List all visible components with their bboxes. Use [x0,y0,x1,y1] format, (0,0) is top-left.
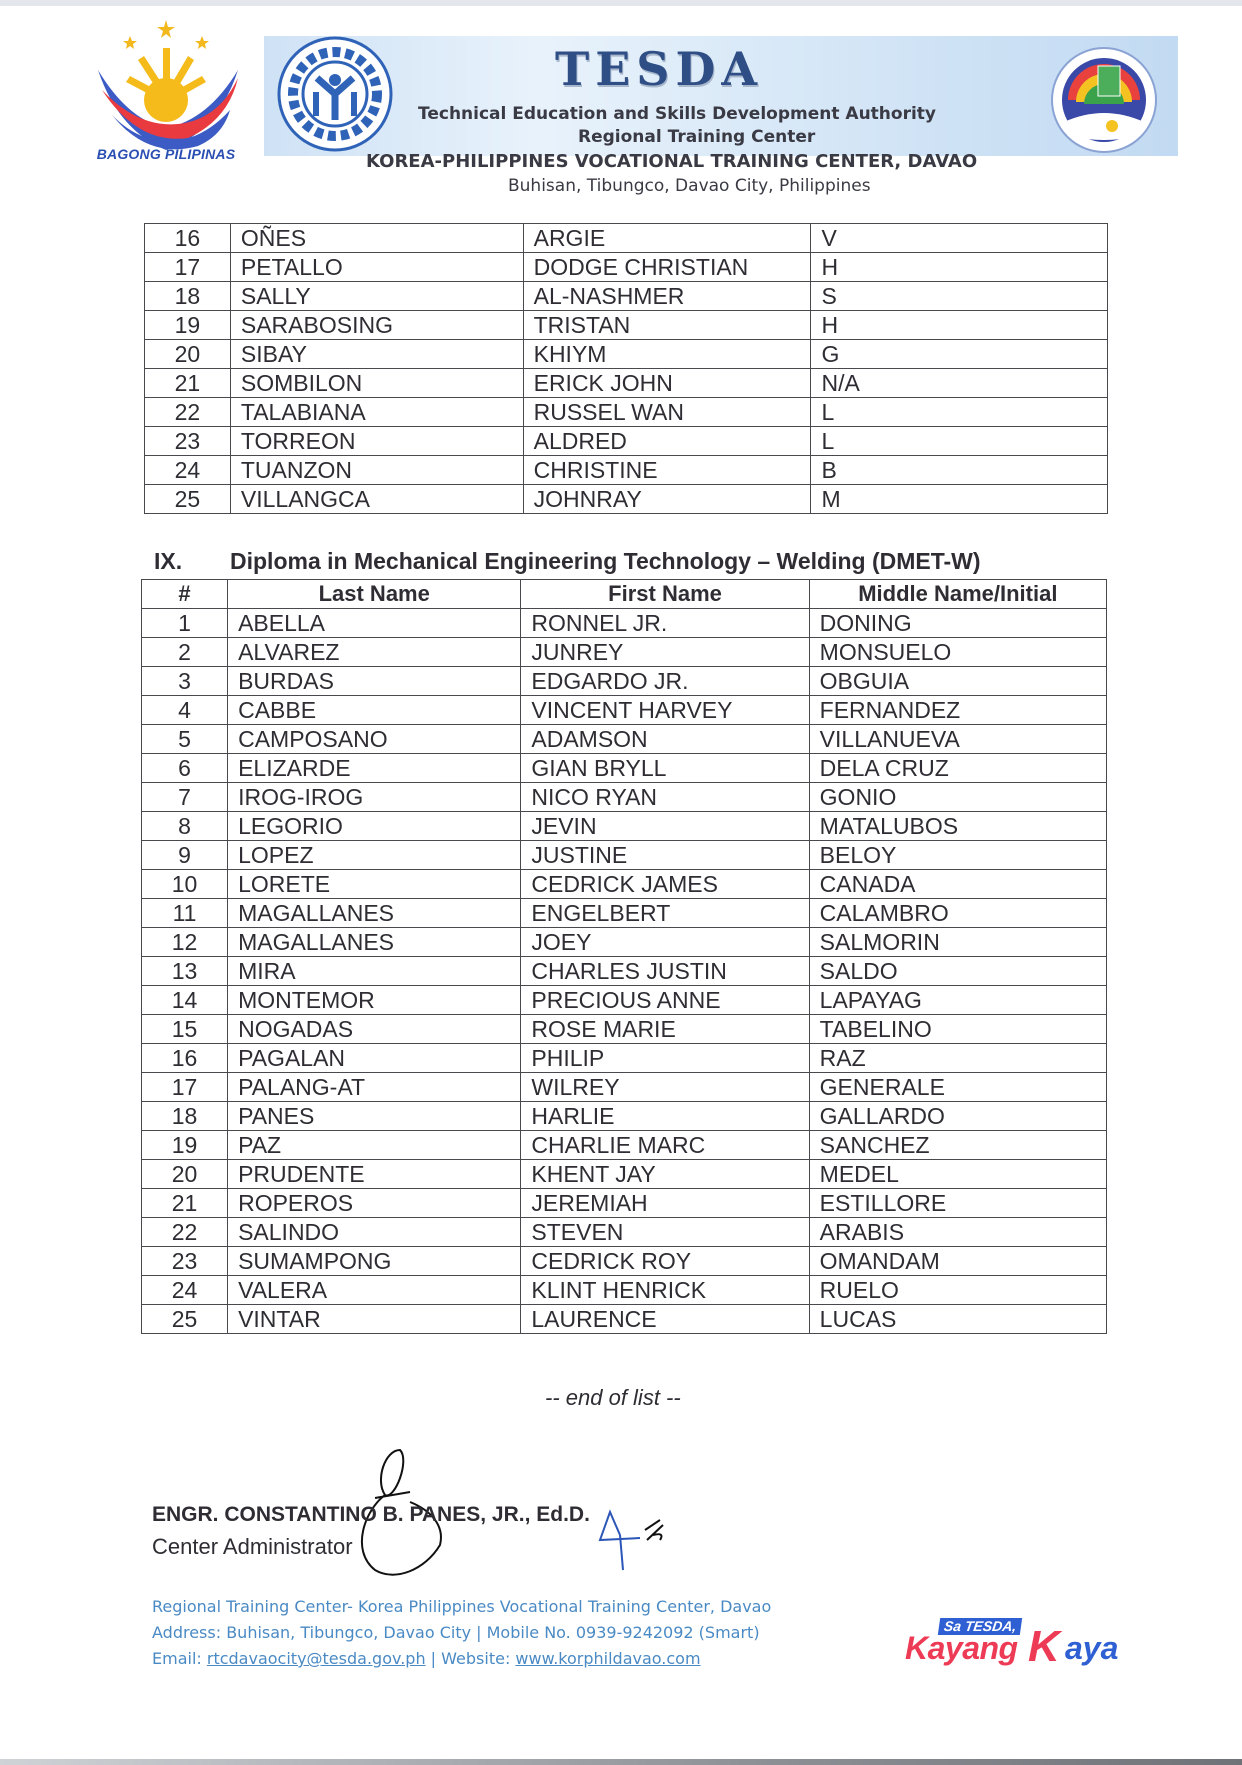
middle-name: B [811,456,1108,485]
last-name: MAGALLANES [228,928,521,957]
table-row [142,1189,1107,1218]
footer-line-address: Address: Buhisan, Tibungco, Davao City | Mobile No. 0939-9242092 (Smart) [152,1623,760,1642]
row-number: 25 [145,485,231,514]
first-name: JOEY [521,928,809,957]
table-row [142,1044,1107,1073]
column-header-number: # [142,580,228,609]
page-edge [0,1759,1242,1765]
table-row [142,1305,1107,1334]
last-name: IROG-IROG [228,783,521,812]
last-name: VILLANGCA [230,485,523,514]
table-row [142,696,1107,725]
row-number: 22 [142,1218,228,1247]
last-name: PANES [228,1102,521,1131]
row-number: 19 [145,311,231,340]
row-number: 23 [142,1247,228,1276]
middle-name: SALDO [809,957,1106,986]
row-number: 25 [142,1305,228,1334]
row-number: 2 [142,638,228,667]
first-name: ARGIE [523,224,811,253]
first-name: CEDRICK JAMES [521,870,809,899]
last-name: PRUDENTE [228,1160,521,1189]
table-row [142,841,1107,870]
row-number: 18 [142,1102,228,1131]
section-number: IX. [154,548,183,574]
footer-contact [152,1594,771,1672]
footer-line-email-website [152,1646,771,1672]
table-row [142,1160,1107,1189]
table-row [145,427,1108,456]
website-link[interactable]: www.korphildavao.com [515,1649,701,1668]
middle-name: LAPAYAG [809,986,1106,1015]
row-number: 3 [142,667,228,696]
first-name: PRECIOUS ANNE [521,986,809,1015]
middle-name: OMANDAM [809,1247,1106,1276]
column-header-first-name: First Name [521,580,809,609]
middle-name: S [811,282,1108,311]
first-name: AL-NASHMER [523,282,811,311]
table-row [142,957,1107,986]
previous-section-table [144,223,1108,514]
middle-name: H [811,311,1108,340]
table-row [142,667,1107,696]
office-type: Regional Training Center [578,127,816,147]
table-row [142,1247,1107,1276]
middle-name: ESTILLORE [809,1189,1106,1218]
table-row [142,754,1107,783]
middle-name: RUELO [809,1276,1106,1305]
row-number: 16 [142,1044,228,1073]
agency-full-name: Technical Education and Skills Development Authority [418,104,936,124]
row-number: 21 [142,1189,228,1218]
middle-name: CALAMBRO [809,899,1106,928]
bagong-pilipinas-label: BAGONG PILIPINAS [96,146,236,162]
section-heading: Diploma in Mechanical Engineering Technology – Welding (DMET-W) [230,548,981,574]
last-name: MIRA [228,957,521,986]
row-number: 16 [145,224,231,253]
middle-name: M [811,485,1108,514]
kpvtc-seal-icon [1038,44,1170,156]
middle-name: GALLARDO [809,1102,1106,1131]
last-name: TORREON [230,427,523,456]
table-row [142,986,1107,1015]
middle-name: GONIO [809,783,1106,812]
row-number: 14 [142,986,228,1015]
last-name: SUMAMPONG [228,1247,521,1276]
row-number: 15 [142,1015,228,1044]
tesda-wordmark: TESDA [555,42,764,96]
table-row [145,311,1108,340]
first-name: RUSSEL WAN [523,398,811,427]
center-name: KOREA-PHILIPPINES VOCATIONAL TRAINING CENTER, DAVAO [366,151,978,172]
row-number: 12 [142,928,228,957]
middle-name: L [811,398,1108,427]
middle-name: G [811,340,1108,369]
last-name: VALERA [228,1276,521,1305]
first-name: KLINT HENRICK [521,1276,809,1305]
table-row [145,253,1108,282]
row-number: 8 [142,812,228,841]
last-name: ROPEROS [228,1189,521,1218]
last-name: ABELLA [228,609,521,638]
tesda-seal-icon [272,34,398,154]
last-name: OÑES [230,224,523,253]
table-row [142,783,1107,812]
middle-name: SANCHEZ [809,1131,1106,1160]
row-number: 20 [145,340,231,369]
first-name: KHIYM [523,340,811,369]
middle-name: SALMORIN [809,928,1106,957]
column-header-middle-name: Middle Name/Initial [809,580,1106,609]
last-name: SARABOSING [230,311,523,340]
last-name: TUANZON [230,456,523,485]
middle-name: BELOY [809,841,1106,870]
last-name: CAMPOSANO [228,725,521,754]
table-row [142,609,1107,638]
table-row [145,282,1108,311]
table-row [142,1218,1107,1247]
middle-name: MEDEL [809,1160,1106,1189]
end-of-list-note: -- end of list -- [545,1385,681,1410]
row-number: 24 [142,1276,228,1305]
slogan-letter-k: K [1028,1622,1060,1671]
table-row [145,369,1108,398]
website-label: | Website: [425,1649,516,1668]
middle-name: DELA CRUZ [809,754,1106,783]
slogan-word-kayang: Kayang [905,1630,1018,1666]
row-number: 1 [142,609,228,638]
first-name: JUSTINE [521,841,809,870]
first-name: KHENT JAY [521,1160,809,1189]
last-name: SALLY [230,282,523,311]
section-ix-title [154,548,981,575]
last-name: ELIZARDE [228,754,521,783]
slogan-tag: Sa TESDA, [938,1618,1023,1635]
last-name: CABBE [228,696,521,725]
signatory-name: ENGR. CONSTANTINO B. PANES, JR., Ed.D. [152,1503,590,1526]
first-name: JEREMIAH [521,1189,809,1218]
middle-name: H [811,253,1108,282]
middle-name: MATALUBOS [809,812,1106,841]
row-number: 17 [142,1073,228,1102]
row-number: 7 [142,783,228,812]
letterhead [0,0,1242,210]
table-row [142,725,1107,754]
middle-name: L [811,427,1108,456]
middle-name: OBGUIA [809,667,1106,696]
table-row [145,340,1108,369]
table-row [145,456,1108,485]
dmet-w-table [141,579,1107,1334]
first-name: WILREY [521,1073,809,1102]
last-name: VINTAR [228,1305,521,1334]
last-name: NOGADAS [228,1015,521,1044]
table-row [142,1131,1107,1160]
last-name: PAGALAN [228,1044,521,1073]
table-row [145,485,1108,514]
first-name: VINCENT HARVEY [521,696,809,725]
middle-name: CANADA [809,870,1106,899]
email-link[interactable]: rtcdavaocity@tesda.gov.ph [206,1649,426,1668]
first-name: STEVEN [521,1218,809,1247]
row-number: 17 [145,253,231,282]
middle-name: DONING [809,609,1106,638]
first-name: CHARLES JUSTIN [521,957,809,986]
row-number: 20 [142,1160,228,1189]
last-name: LEGORIO [228,812,521,841]
row-number: 4 [142,696,228,725]
last-name: PALANG-AT [228,1073,521,1102]
table-row [142,812,1107,841]
first-name: DODGE CHRISTIAN [523,253,811,282]
table-row [142,899,1107,928]
middle-name: VILLANUEVA [809,725,1106,754]
row-number: 24 [145,456,231,485]
table-row [142,638,1107,667]
row-number: 11 [142,899,228,928]
first-name: HARLIE [521,1102,809,1131]
middle-name: N/A [811,369,1108,398]
row-number: 23 [145,427,231,456]
first-name: JOHNRAY [523,485,811,514]
first-name: GIAN BRYLL [521,754,809,783]
first-name: TRISTAN [523,311,811,340]
slogan-word-aya: aya [1065,1630,1119,1666]
table-row [142,1276,1107,1305]
last-name: MONTEMOR [228,986,521,1015]
column-header-last-name: Last Name [228,580,521,609]
table-row [142,1102,1107,1131]
table-header-row [142,580,1107,609]
table-row [142,1015,1107,1044]
middle-name: GENERALE [809,1073,1106,1102]
table-row [145,398,1108,427]
sa-tesda-kayang-kaya-logo [905,1618,1150,1671]
table-row [145,224,1108,253]
first-name: PHILIP [521,1044,809,1073]
last-name: SIBAY [230,340,523,369]
first-name: JUNREY [521,638,809,667]
first-name: CHARLIE MARC [521,1131,809,1160]
row-number: 22 [145,398,231,427]
middle-name: ARABIS [809,1218,1106,1247]
first-name: ALDRED [523,427,811,456]
table-row [142,1073,1107,1102]
row-number: 21 [145,369,231,398]
last-name: LORETE [228,870,521,899]
footer-line-center: Regional Training Center- Korea Philippines Vocational Training Center, Davao [152,1597,772,1616]
middle-name: TABELINO [809,1015,1106,1044]
last-name: TALABIANA [230,398,523,427]
last-name: SOMBILON [230,369,523,398]
first-name: CHRISTINE [523,456,811,485]
last-name: MAGALLANES [228,899,521,928]
middle-name: RAZ [809,1044,1106,1073]
middle-name: V [811,224,1108,253]
row-number: 6 [142,754,228,783]
last-name: PETALLO [230,253,523,282]
email-label: Email: [152,1649,207,1668]
table-row [142,928,1107,957]
row-number: 19 [142,1131,228,1160]
row-number: 13 [142,957,228,986]
first-name: LAURENCE [521,1305,809,1334]
first-name: NICO RYAN [521,783,809,812]
last-name: ALVAREZ [228,638,521,667]
middle-name: MONSUELO [809,638,1106,667]
row-number: 10 [142,870,228,899]
first-name: EDGARDO JR. [521,667,809,696]
row-number: 5 [142,725,228,754]
last-name: PAZ [228,1131,521,1160]
row-number: 18 [145,282,231,311]
signatory-title: Center Administrator [152,1534,353,1559]
last-name: SALINDO [228,1218,521,1247]
first-name: CEDRICK ROY [521,1247,809,1276]
first-name: ROSE MARIE [521,1015,809,1044]
last-name: LOPEZ [228,841,521,870]
header-address: Buhisan, Tibungco, Davao City, Philippines [508,176,871,196]
first-name: ERICK JOHN [523,369,811,398]
first-name: RONNEL JR. [521,609,809,638]
last-name: BURDAS [228,667,521,696]
middle-name: FERNANDEZ [809,696,1106,725]
first-name: ADAMSON [521,725,809,754]
table-row [142,870,1107,899]
middle-name: LUCAS [809,1305,1106,1334]
row-number: 9 [142,841,228,870]
first-name: JEVIN [521,812,809,841]
first-name: ENGELBERT [521,899,809,928]
